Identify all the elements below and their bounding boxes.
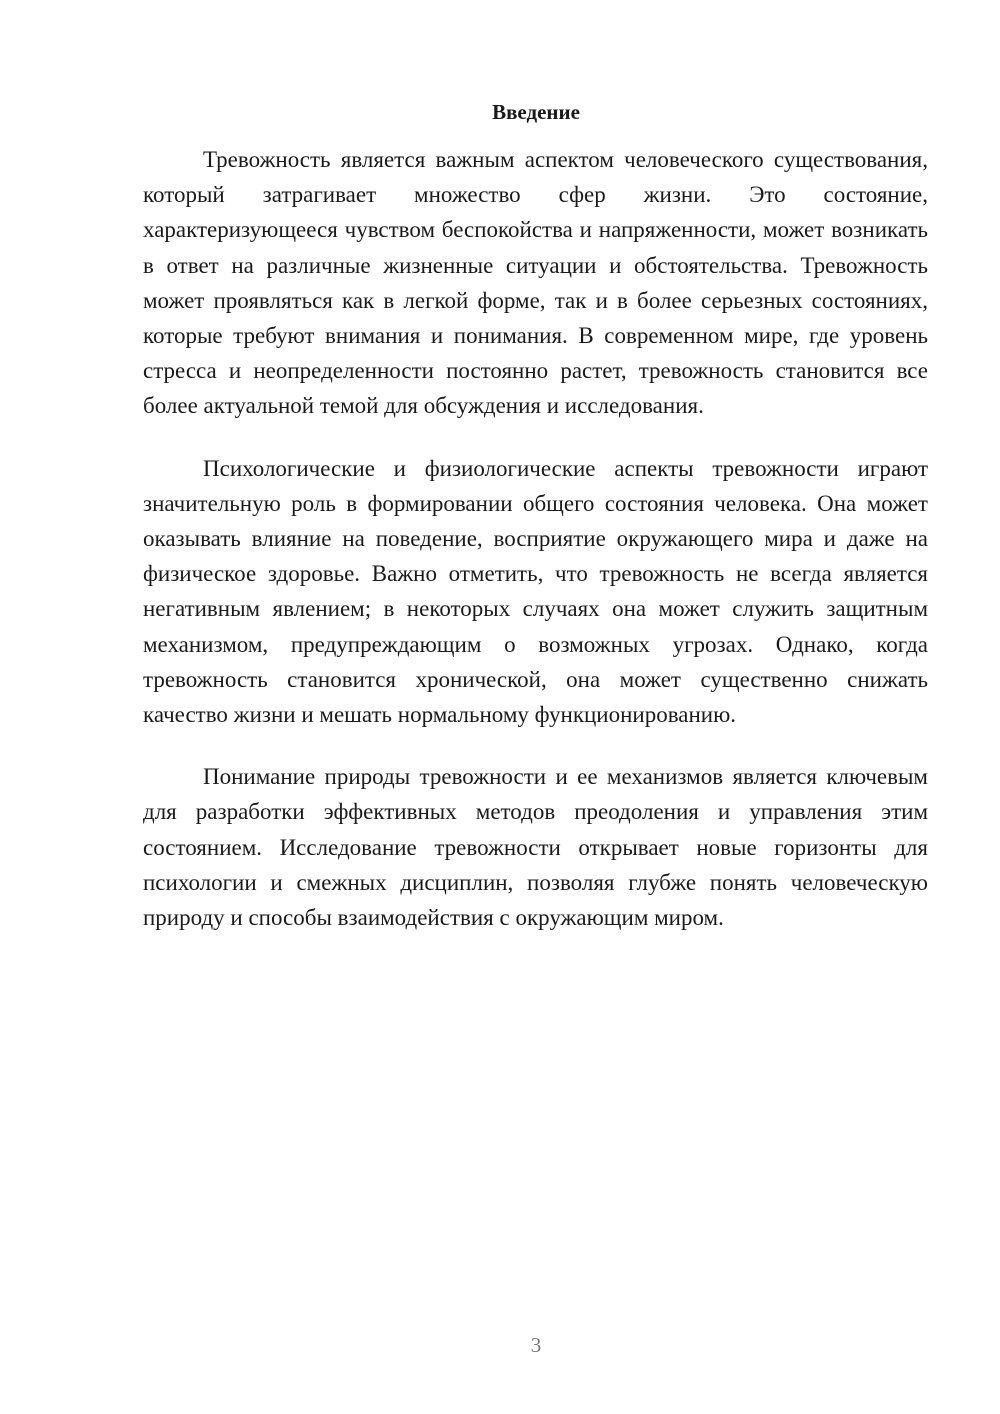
body-text xyxy=(143,142,928,935)
paragraph: Психологические и физиологические аспекты тревожности играют значительную роль в формировании общего состояния человека. Она может оказывать влияние на поведение, восприятие окружающего мира и даже на физическое здоровье. Важно отметить, что тревожность не всегда является негативным явлением; в некоторых случаях она может служить защитным механизмом, предупреждающим о возможных угрозах. Однако, когда тревожность становится хронической, она может существенно снижать качество жизни и мешать нормальному функционированию. xyxy=(143,455,928,728)
page-number: 3 xyxy=(530,1333,542,1357)
paragraph: Понимание природы тревожности и ее механизмов является ключевым для разработки эффективных методов преодоления и управления этим состоянием. Исследование тревожности открывает новые горизонты для психологии и смежных дисциплин, позволяя глубже понять человеческую природу и способы взаимодействия с окружающим миром. xyxy=(143,764,928,931)
paragraph: Тревожность является важным аспектом человеческого существования, который затрагивает множество сфер жизни. Это состояние, характеризующееся чувством беспокойства и напряженности, может возникать в ответ на различные жизненные ситуации и обстоятельства. Тревожность может проявляться как в легкой форме, так и в более серьезных состояниях, которые требуют внимания и понимания. В современном мире, где уровень стресса и неопределенности постоянно растет, тревожность становится все более актуальной темой для обсуждения и исследования. xyxy=(143,147,928,419)
section-heading: Введение xyxy=(492,100,580,124)
